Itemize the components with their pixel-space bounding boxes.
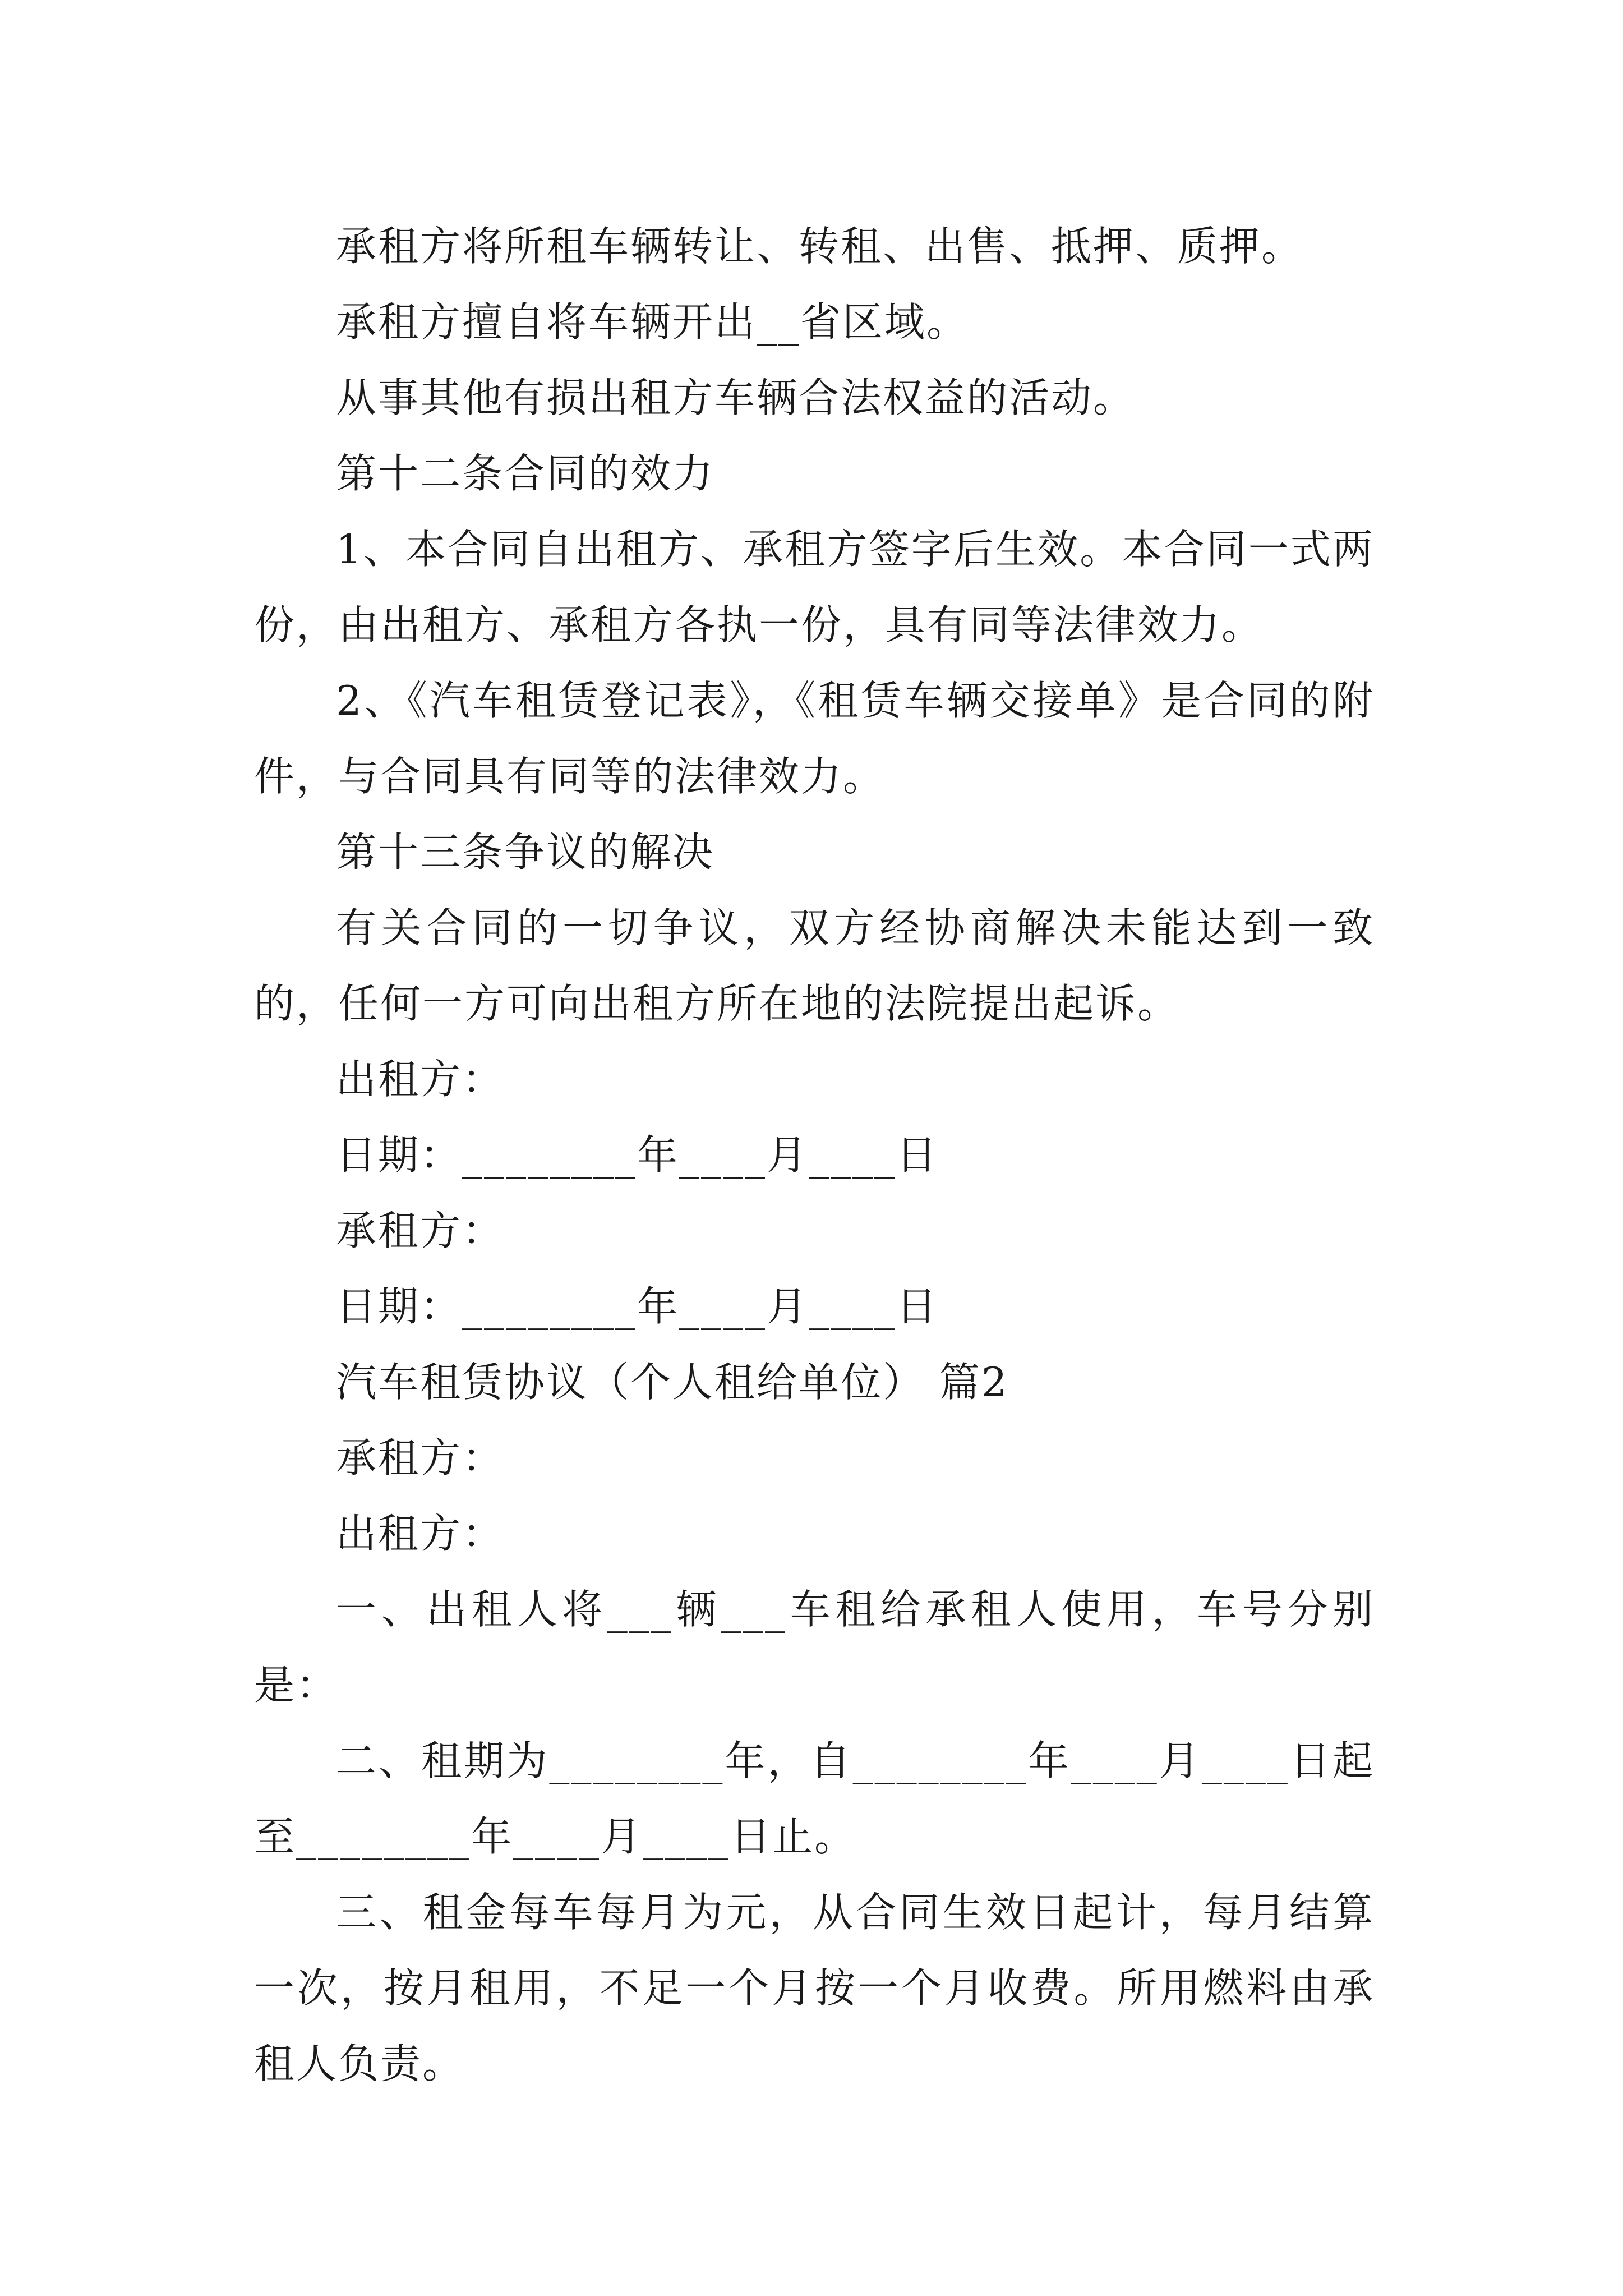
signature-date-line: 日期：________年____月____日	[336, 1131, 939, 1179]
section-heading: 第十二条合同的效力	[336, 450, 715, 497]
paragraph: 2、《汽车租赁登记表》，《租赁车辆交接单》是合同的附件，与合同具有同等的法律效力。	[254, 677, 1375, 800]
document-body	[254, 209, 1375, 2102]
document-title: 汽车租赁协议（个人租给单位） 篇2	[336, 1359, 1009, 1406]
paragraph: 承租方将所租车辆转让、转租、出售、抵押、质押。	[336, 223, 1304, 270]
clause-paragraph: 三、租金每车每月为元，从合同生效日起计，每月结算一次，按月租用，不足一个月按一个月收费。所用燃料由承租人负责。	[254, 1889, 1375, 2087]
paragraph: 有关合同的一切争议，双方经协商解决未能达到一致的，任何一方可向出租方所在地的法院提出起诉。	[254, 904, 1375, 1027]
clause-paragraph: 一、出租人将___辆___车租给承租人使用，车号分别是：	[254, 1586, 1375, 1709]
paragraph: 承租方擅自将车辆开出__省区域。	[336, 298, 969, 346]
section-heading: 第十三条争议的解决	[336, 829, 715, 876]
signature-lessee-label: 承租方：	[336, 1207, 505, 1254]
clause-paragraph: 二、租期为________年，自________年____月____日起至________年____月____日止。	[254, 1737, 1375, 1860]
party-lessor-label: 出租方：	[336, 1510, 505, 1557]
paragraph: 从事其他有损出租方车辆合法权益的活动。	[336, 374, 1136, 421]
party-lessee-label: 承租方：	[336, 1434, 505, 1481]
signature-lessor-label: 出租方：	[336, 1056, 505, 1103]
signature-date-line: 日期：________年____月____日	[336, 1283, 939, 1330]
paragraph: 1、本合同自出租方、承租方签字后生效。本合同一式两份，由出租方、承租方各执一份，具有同等法律效力。	[254, 526, 1375, 648]
